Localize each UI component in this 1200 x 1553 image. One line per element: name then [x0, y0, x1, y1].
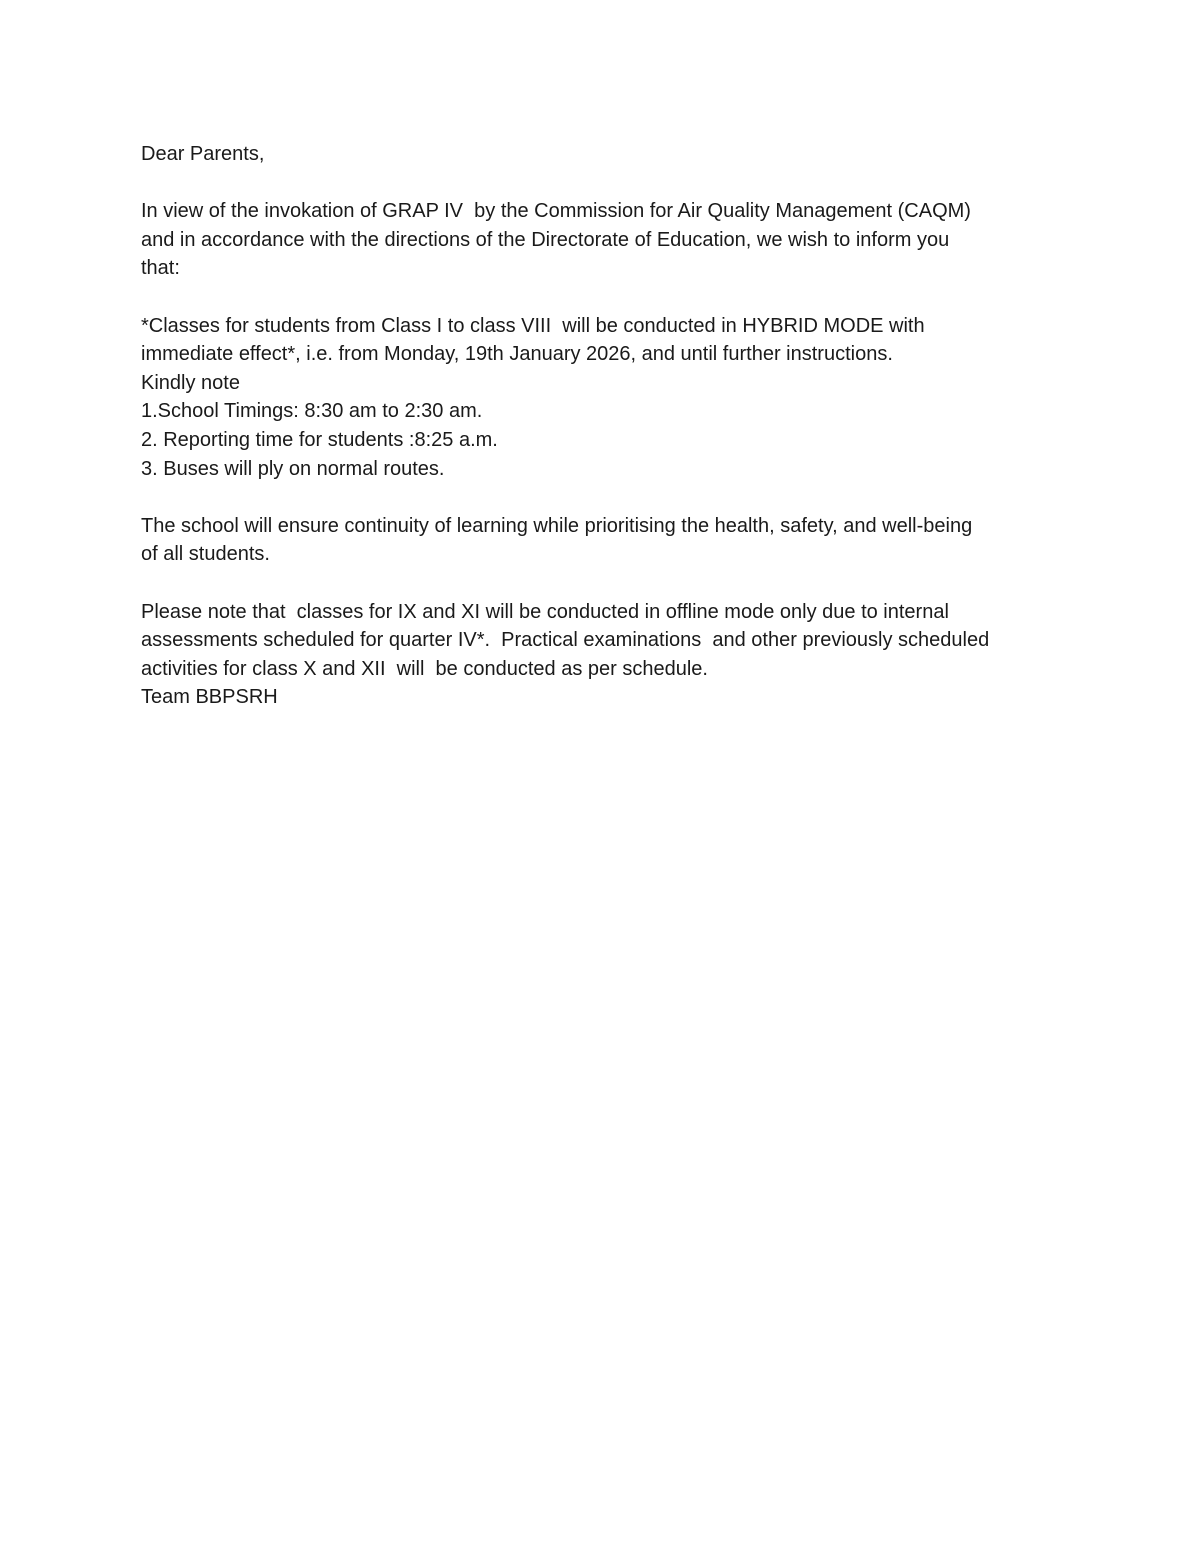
paragraph-1-line: that:: [141, 257, 180, 280]
paragraph-gap: [141, 283, 1071, 312]
paragraph-3-line: of all students.: [141, 543, 270, 566]
note-item: 1.School Timings: 8:30 am to 2:30 am.: [141, 400, 483, 423]
paragraph-4-line: assessments scheduled for quarter IV*. Practical examinations and other previously scheduled: [141, 629, 990, 652]
paragraph-gap: [141, 169, 1071, 198]
paragraph-gap: [141, 483, 1071, 512]
paragraph-gap: [141, 569, 1071, 598]
kindly-note: Kindly note: [141, 371, 240, 394]
paragraph-4-line: activities for class X and XII will be conducted as per schedule.: [141, 657, 708, 680]
paragraph-3-line: The school will ensure continuity of learning while prioritising the health, safety, and well-being: [141, 514, 973, 537]
paragraph-1-line: In view of the invokation of GRAP IV by the Commission for Air Quality Management (CAQM): [141, 200, 971, 223]
note-item: 2. Reporting time for students :8:25 a.m.: [141, 428, 498, 451]
letter-body: [141, 140, 1071, 712]
paragraph-2-line: immediate effect*, i.e. from Monday, 19th January 2026, and until further instructions.: [141, 343, 893, 366]
note-item: 3. Buses will ply on normal routes.: [141, 457, 445, 480]
paragraph-2-line: *Classes for students from Class I to class VIII will be conducted in HYBRID MODE with: [141, 314, 925, 337]
signature: Team BBPSRH: [141, 686, 278, 709]
salutation: Dear Parents,: [141, 143, 265, 165]
paragraph-4-line: Please note that classes for IX and XI will be conducted in offline mode only due to internal: [141, 600, 949, 623]
paragraph-1-line: and in accordance with the directions of the Directorate of Education, we wish to inform you: [141, 228, 950, 251]
